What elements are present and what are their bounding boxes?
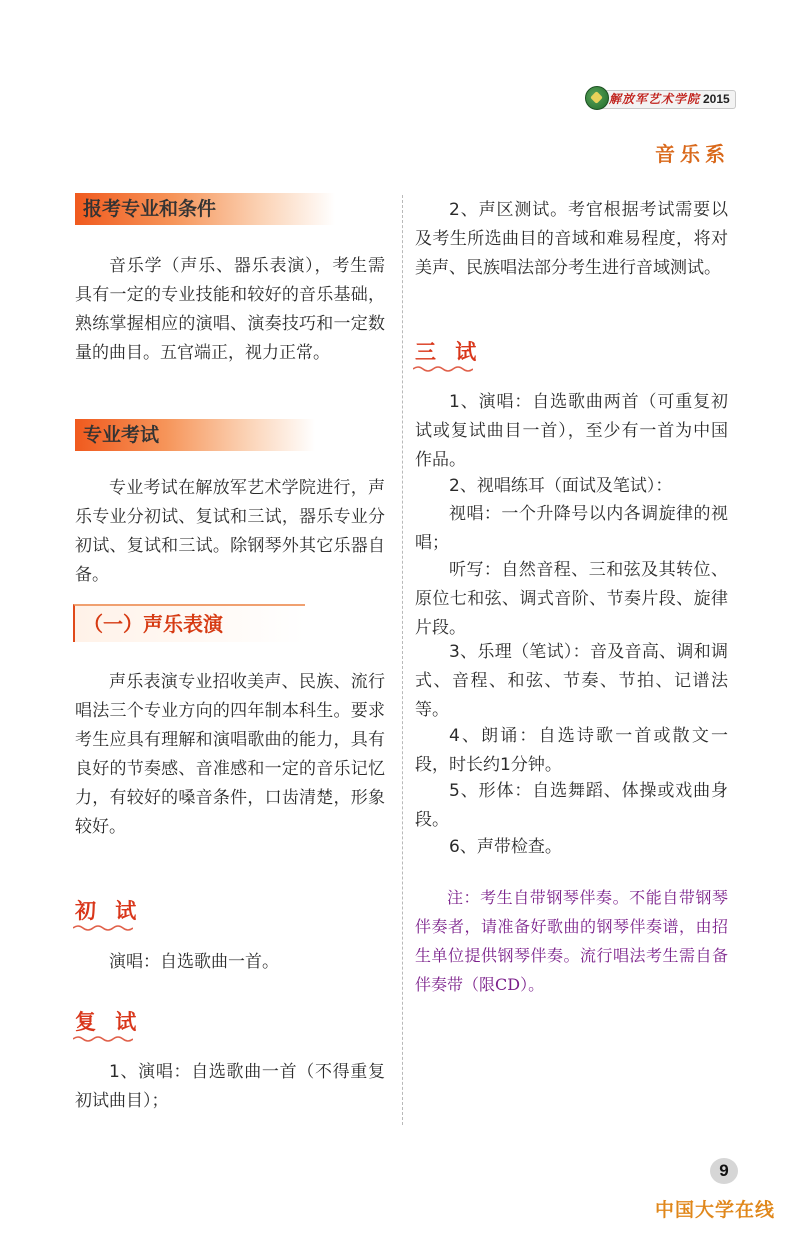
school-emblem-icon [585, 86, 609, 110]
retest-item-2: 2、声区测试。考官根据考试需要以及考生所选曲目的音域和难易程度，将对美声、民族唱法部分考生进行音域测试。 [415, 200, 728, 278]
third-item-2: 2、视唱练耳（面试及笔试）： [449, 476, 673, 496]
header-logo-bar [585, 86, 735, 112]
retest-item-1: 1、演唱：自选歌曲一首（不得重复初试曲目）； [75, 1062, 385, 1111]
heading-prelim: 初 试 [75, 899, 143, 923]
heading-third: 三 试 [415, 340, 483, 364]
third-item-3: 3、乐理（笔试）：音及音高、调和调式、音程、和弦、节奏、节拍、记谱法等。 [415, 642, 728, 720]
exam-text: 专业考试在解放军艺术学院进行，声乐专业分初试、复试和三试，器乐专业分初试、复试和三试。除钢琴外其它乐器自备。 [75, 478, 385, 585]
column-divider [402, 195, 403, 1125]
heading-retest: 复 试 [75, 1010, 143, 1034]
third-item-1: 1、演唱：自选歌曲两首（可重复初试或复试曲目一首），至少有一首为中国作品。 [415, 392, 728, 470]
accompaniment-note: 注：考生自带钢琴伴奏。不能自带钢琴伴奏者，请准备好歌曲的钢琴伴奏谱，由招生单位提供钢琴伴奏。流行唱法考生需自备伴奏带（限CD）。 [415, 888, 728, 994]
section-band-exam [75, 419, 315, 451]
section-title-requirements: 报考专业和条件 [83, 198, 217, 220]
department-title: 音乐系 [655, 142, 730, 166]
wave-underline-icon [413, 365, 473, 373]
wave-underline-icon [73, 924, 133, 932]
subsection-title-vocal: （一）声乐表演 [83, 612, 223, 636]
section-title-exam: 专业考试 [83, 424, 160, 446]
site-watermark: 中国大学在线 [654, 1199, 775, 1221]
wave-underline-icon [73, 1035, 133, 1043]
page-number: 9 [710, 1158, 738, 1184]
header-year: 2015 [703, 92, 730, 106]
third-item-6: 6、声带检查。 [449, 837, 562, 857]
third-item-dictation: 听写：自然音程、三和弦及其转位、原位七和弦、调式音阶、节奏片段、旋律片段。 [415, 560, 728, 638]
vocal-text: 声乐表演专业招收美声、民族、流行唱法三个专业方向的四年制本科生。要求考生应具有理解和演唱歌曲的能力，具有良好的节奏感、音准感和一定的音乐记忆力，有较好的嗓音条件，口齿清楚，形象较好。 [75, 672, 385, 837]
school-name: 解放军艺术学院 [609, 92, 701, 106]
third-item-4: 4、朗诵：自选诗歌一首或散文一段，时长约1分钟。 [415, 726, 728, 775]
requirements-text: 音乐学（声乐、器乐表演），考生需具有一定的专业技能和较好的音乐基础，熟练掌握相应的演唱、演奏技巧和一定数量的曲目。五官端正，视力正常。 [75, 256, 385, 363]
third-item-sightsinging: 视唱：一个升降号以内各调旋律的视唱； [415, 504, 728, 553]
third-item-5: 5、形体：自选舞蹈、体操或戏曲身段。 [415, 781, 728, 830]
section-band-requirements [75, 193, 335, 225]
subsection-heading-vocal [73, 604, 305, 642]
prelim-text: 演唱：自选歌曲一首。 [109, 952, 279, 972]
